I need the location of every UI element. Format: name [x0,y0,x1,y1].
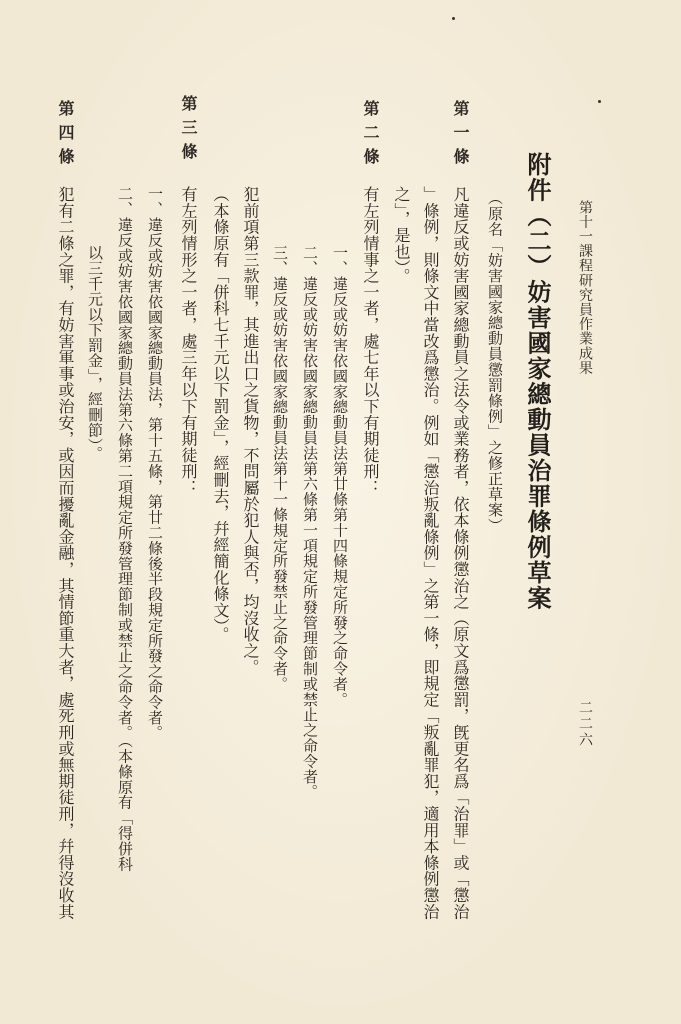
running-title: 第十一課程研究員作業成果 [577,200,593,376]
document-subtitle: （原名「妨害國家總動員懲罰條例」之修正草案） [486,190,504,534]
article-2-item: 二、違反或妨害依國家總動員法第六條第一項規定所發管理節制或禁止之命令者。 [301,245,319,800]
article-2-line: 犯前項第三款罪，其進出口之貨物，不問屬於犯人與否，均沒收之。 [241,186,260,675]
article-2-label: 第二條 [361,100,380,172]
article-3-label: 第三條 [179,95,198,167]
article-3-note: 以三千元以下罰金」，經刪節）。 [86,245,104,461]
article-2-intro: 有左列情事之一者，處七年以下有期徒刑： [361,186,380,496]
article-2-item: 一、違反或妨害依國家總動員法第廿條第十四條規定所發之命令者。 [331,245,349,707]
article-4-label: 第四條 [56,100,75,172]
document-title: 附件（二）妨害國家總動員治罪條例草案 [523,152,552,611]
article-2-item: 三、違反或妨害依國家總動員法第十一條規定所發禁止之命令者。 [271,245,289,692]
article-1-line: 之」，是也）。 [392,186,411,285]
print-speck [452,17,455,20]
article-3-item: 一、違反或妨害依國家總動員法，第十五條，第廿二條後半段規定所發之命令者。 [146,186,164,741]
article-4-line: 犯有二條之罪，有妨害軍事或治安，或因而擾亂金融，其情節重大者，處死刑或無期徒刑，幷得沒收其 [56,186,75,920]
article-1-line: 」條例，則條文中當改爲懲治。例如「懲治叛亂條例」之第一條，即規定「叛亂罪犯，適用本條例懲治 [421,186,440,920]
page-number: 二二六 [577,700,593,748]
print-speck [598,100,601,103]
article-3-item: 二、違反或妨害依國家總動員法第六條第二項規定所發管理節制或禁止之命令者。（本條原有「得併科 [116,186,134,872]
article-1-label: 第一條 [451,100,470,172]
article-1-line: 凡違反或妨害國家總動員之法令或業務者，依本條例懲治之（原文爲懲罰，旣更名爲「治罪」或「懲治 [451,186,470,920]
article-3-intro: 有左列情形之一者，處三年以下有期徒刑： [179,186,198,496]
article-2-note: （本條原有「併科七千元以下罰金」，經刪去，幷經簡化條文）。 [211,186,230,643]
